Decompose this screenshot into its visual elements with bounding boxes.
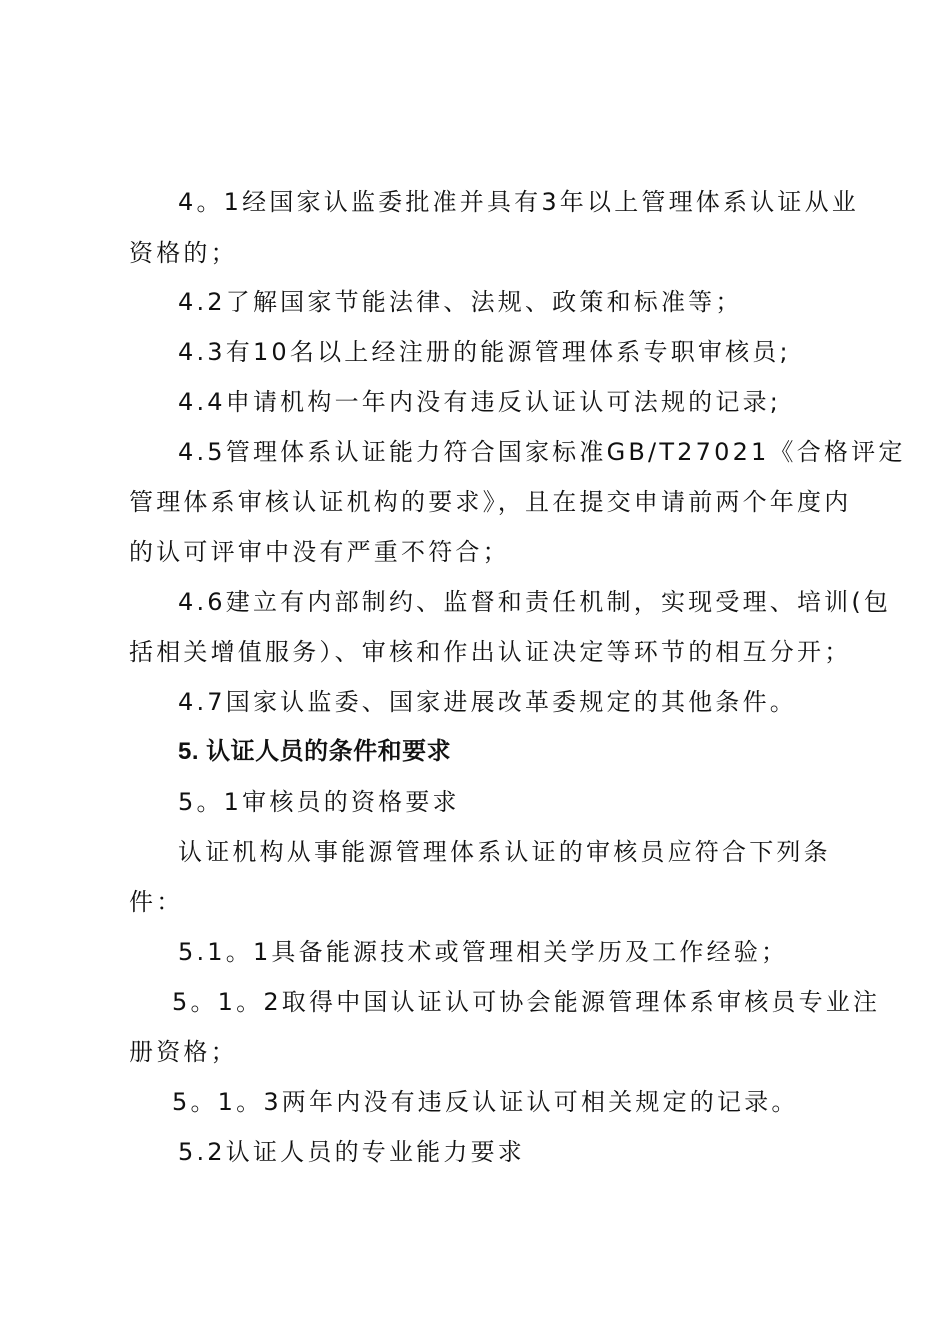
clause-5-1-1: 5.1。1具备能源技术或管理相关学历及工作经验； — [178, 938, 789, 966]
clause-5-1-2-line-2: 册资格； — [129, 1038, 238, 1066]
clause-4-6-line-2: 括相关增值服务）、审核和作出认证决定等环节的相互分开； — [129, 638, 852, 666]
clause-5-1-intro-line-2: 件： — [129, 888, 184, 916]
clause-5-2-title: 5.2认证人员的专业能力要求 — [178, 1138, 525, 1166]
clause-4-5-line-2: 管理体系审核认证机构的要求》，且在提交申请前两个年度内 — [129, 488, 852, 516]
clause-5-1-intro-line-1: 认证机构从事能源管理体系认证的审核员应符合下列条 — [178, 838, 831, 866]
clause-5-1-2-line-1: 5。1。2取得中国认证认可协会能源管理体系审核员专业注 — [172, 988, 881, 1016]
section-5-heading: 5. 认证人员的条件和要求 — [178, 738, 452, 765]
clause-5-1-title: 5。1审核员的资格要求 — [178, 788, 460, 816]
clause-4-1-line-2: 资格的； — [129, 239, 238, 267]
clause-4-5-line-3: 的认可评审中没有严重不符合； — [129, 538, 510, 566]
clause-4-2: 4.2了解国家节能法律、法规、政策和标准等； — [178, 288, 743, 316]
clause-4-7: 4.7国家认监委、国家进展改革委规定的其他条件。 — [178, 688, 797, 716]
clause-4-6-line-1: 4.6建立有内部制约、监督和责任机制，实现受理、培训(包 — [178, 588, 892, 616]
clause-4-4: 4.4申请机构一年内没有违反认证认可法规的记录; — [178, 388, 782, 416]
clause-4-3: 4.3有10名以上经注册的能源管理体系专职审核员; — [178, 338, 791, 366]
clause-5-1-3: 5。1。3两年内没有违反认证认可相关规定的记录。 — [172, 1088, 799, 1116]
clause-4-5-line-1: 4.5管理体系认证能力符合国家标准GB/T27021《合格评定 — [178, 438, 906, 466]
clause-4-1-line-1: 4。1经国家认监委批准并具有3年以上管理体系认证从业 — [178, 188, 860, 216]
